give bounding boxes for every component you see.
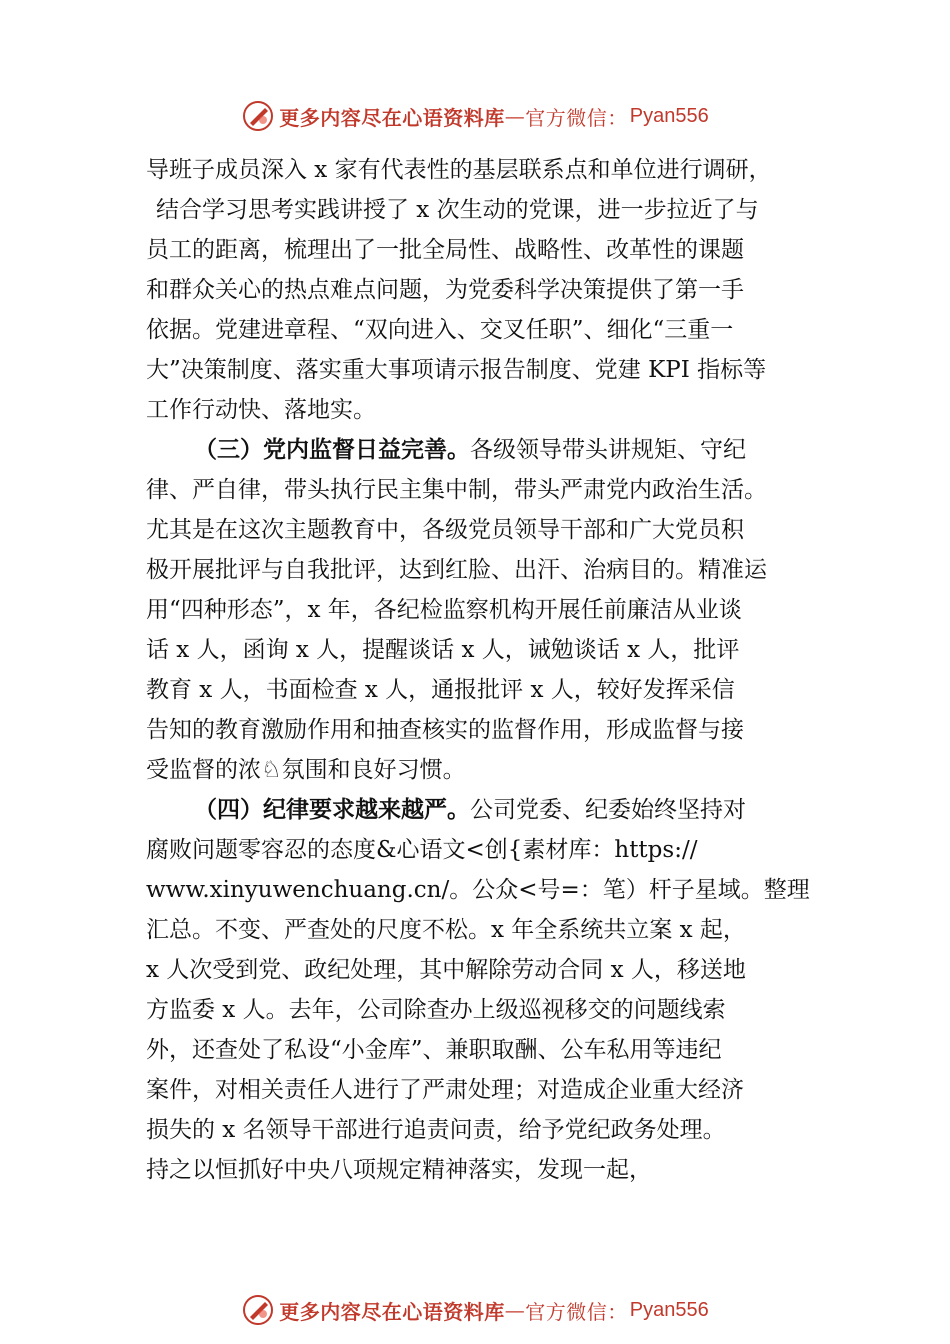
text-line: 腐败问题零容忍的态度&心语文<创{素材库：https:// xyxy=(146,837,698,863)
text-line: 外，还查处了私设“小金库”、兼职取酬、公车私用等违纪 xyxy=(146,1037,722,1063)
text-line: 受监督的浓♘氛围和良好习惯。 xyxy=(146,757,466,783)
section-heading: （四）纪律要求越来越严。 xyxy=(194,796,470,823)
watermark-wechat-id: Pyan556 xyxy=(629,104,709,127)
text-line: 案件，对相关责任人进行了严肃处理；对造成企业重大经济 xyxy=(146,1077,744,1103)
text-line: 告知的教育激励作用和抽查核实的监督作用，形成监督与接 xyxy=(146,717,744,743)
text-line: 教育 x 人，书面检查 x 人，通报批评 x 人，较好发挥采信 xyxy=(146,677,735,703)
watermark-wechat-label: 官方微信： xyxy=(525,1299,628,1324)
section-discipline xyxy=(146,790,836,1190)
section-party-supervision xyxy=(146,430,836,790)
text-line: 话 x 人，函询 x 人，提醒谈话 x 人，诫勉谈话 x 人，批评 xyxy=(146,637,740,663)
watermark-text: 更多内容尽在心语资料库 xyxy=(279,1299,505,1324)
text-line: 和群众关心的热点难点问题，为党委科学决策提供了第一手 xyxy=(146,277,744,303)
watermark-text: 更多内容尽在心语资料库 xyxy=(279,105,505,130)
text-line: 汇总。不变、严查处的尺度不松。x 年全系统共立案 x 起， xyxy=(146,917,746,943)
text-line: 导班子成员深入 x 家有代表性的基层联系点和单位进行调研， xyxy=(146,157,772,183)
text-line: 极开展批评与自我批评，达到红脸、出汗、治病目的。精准运 xyxy=(146,557,767,583)
text-line: 依据。党建进章程、“双向进入、交叉任职”、细化“三重一 xyxy=(146,317,734,343)
watermark-wechat-id: Pyan556 xyxy=(629,1298,709,1321)
pen-seal-logo-icon xyxy=(241,99,275,133)
watermark-banner-bottom xyxy=(0,1290,950,1330)
watermark-dash: — xyxy=(504,104,526,128)
section-first-line-text: 各级领导带头讲规矩、守纪 xyxy=(470,437,746,463)
text-line: x 人次受到党、政纪处理，其中解除劳动合同 x 人，移送地 xyxy=(146,957,746,983)
document-body xyxy=(146,150,836,1190)
text-line: 损失的 x 名领导干部进行追责问责，给予党纪政务处理。 xyxy=(146,1117,726,1143)
text-line: 持之以恒抓好中央八项规定精神落实，发现一起， xyxy=(146,1157,652,1183)
pen-seal-logo-icon xyxy=(241,1293,275,1327)
text-line: 尤其是在这次主题教育中，各级党员领导干部和广大党员积 xyxy=(146,517,744,543)
section-first-line xyxy=(146,430,836,470)
text-line: 员工的距离，梳理出了一批全局性、战略性、改革性的课题 xyxy=(146,237,744,263)
text-line: 工作行动快、落地实。 xyxy=(146,397,376,423)
watermark-banner-top xyxy=(0,96,950,136)
section-first-line xyxy=(146,790,836,830)
paragraph-intro xyxy=(146,150,836,430)
text-line: 方监委 x 人。去年，公司除查办上级巡视移交的问题线索 xyxy=(146,997,726,1023)
watermark-dash: — xyxy=(504,1298,526,1322)
text-line: www.xinyuwenchuang.cn/。公众<号=：笔）杆子星域。整理 xyxy=(146,877,810,903)
text-line: 用“四种形态”，x 年，各纪检监察机构开展任前廉洁从业谈 xyxy=(146,597,742,623)
text-line: 大”决策制度、落实重大事项请示报告制度、党建 KPI 指标等 xyxy=(146,357,767,383)
section-heading: （三）党内监督日益完善。 xyxy=(194,436,470,463)
watermark-wechat-label: 官方微信： xyxy=(525,105,628,130)
text-line: 律、严自律，带头执行民主集中制，带头严肃党内政治生活。 xyxy=(146,477,767,503)
text-line: 结合学习思考实践讲授了 x 次生动的党课，进一步拉近了与 xyxy=(156,197,759,223)
section-first-line-text: 公司党委、纪委始终坚持对 xyxy=(470,797,746,823)
